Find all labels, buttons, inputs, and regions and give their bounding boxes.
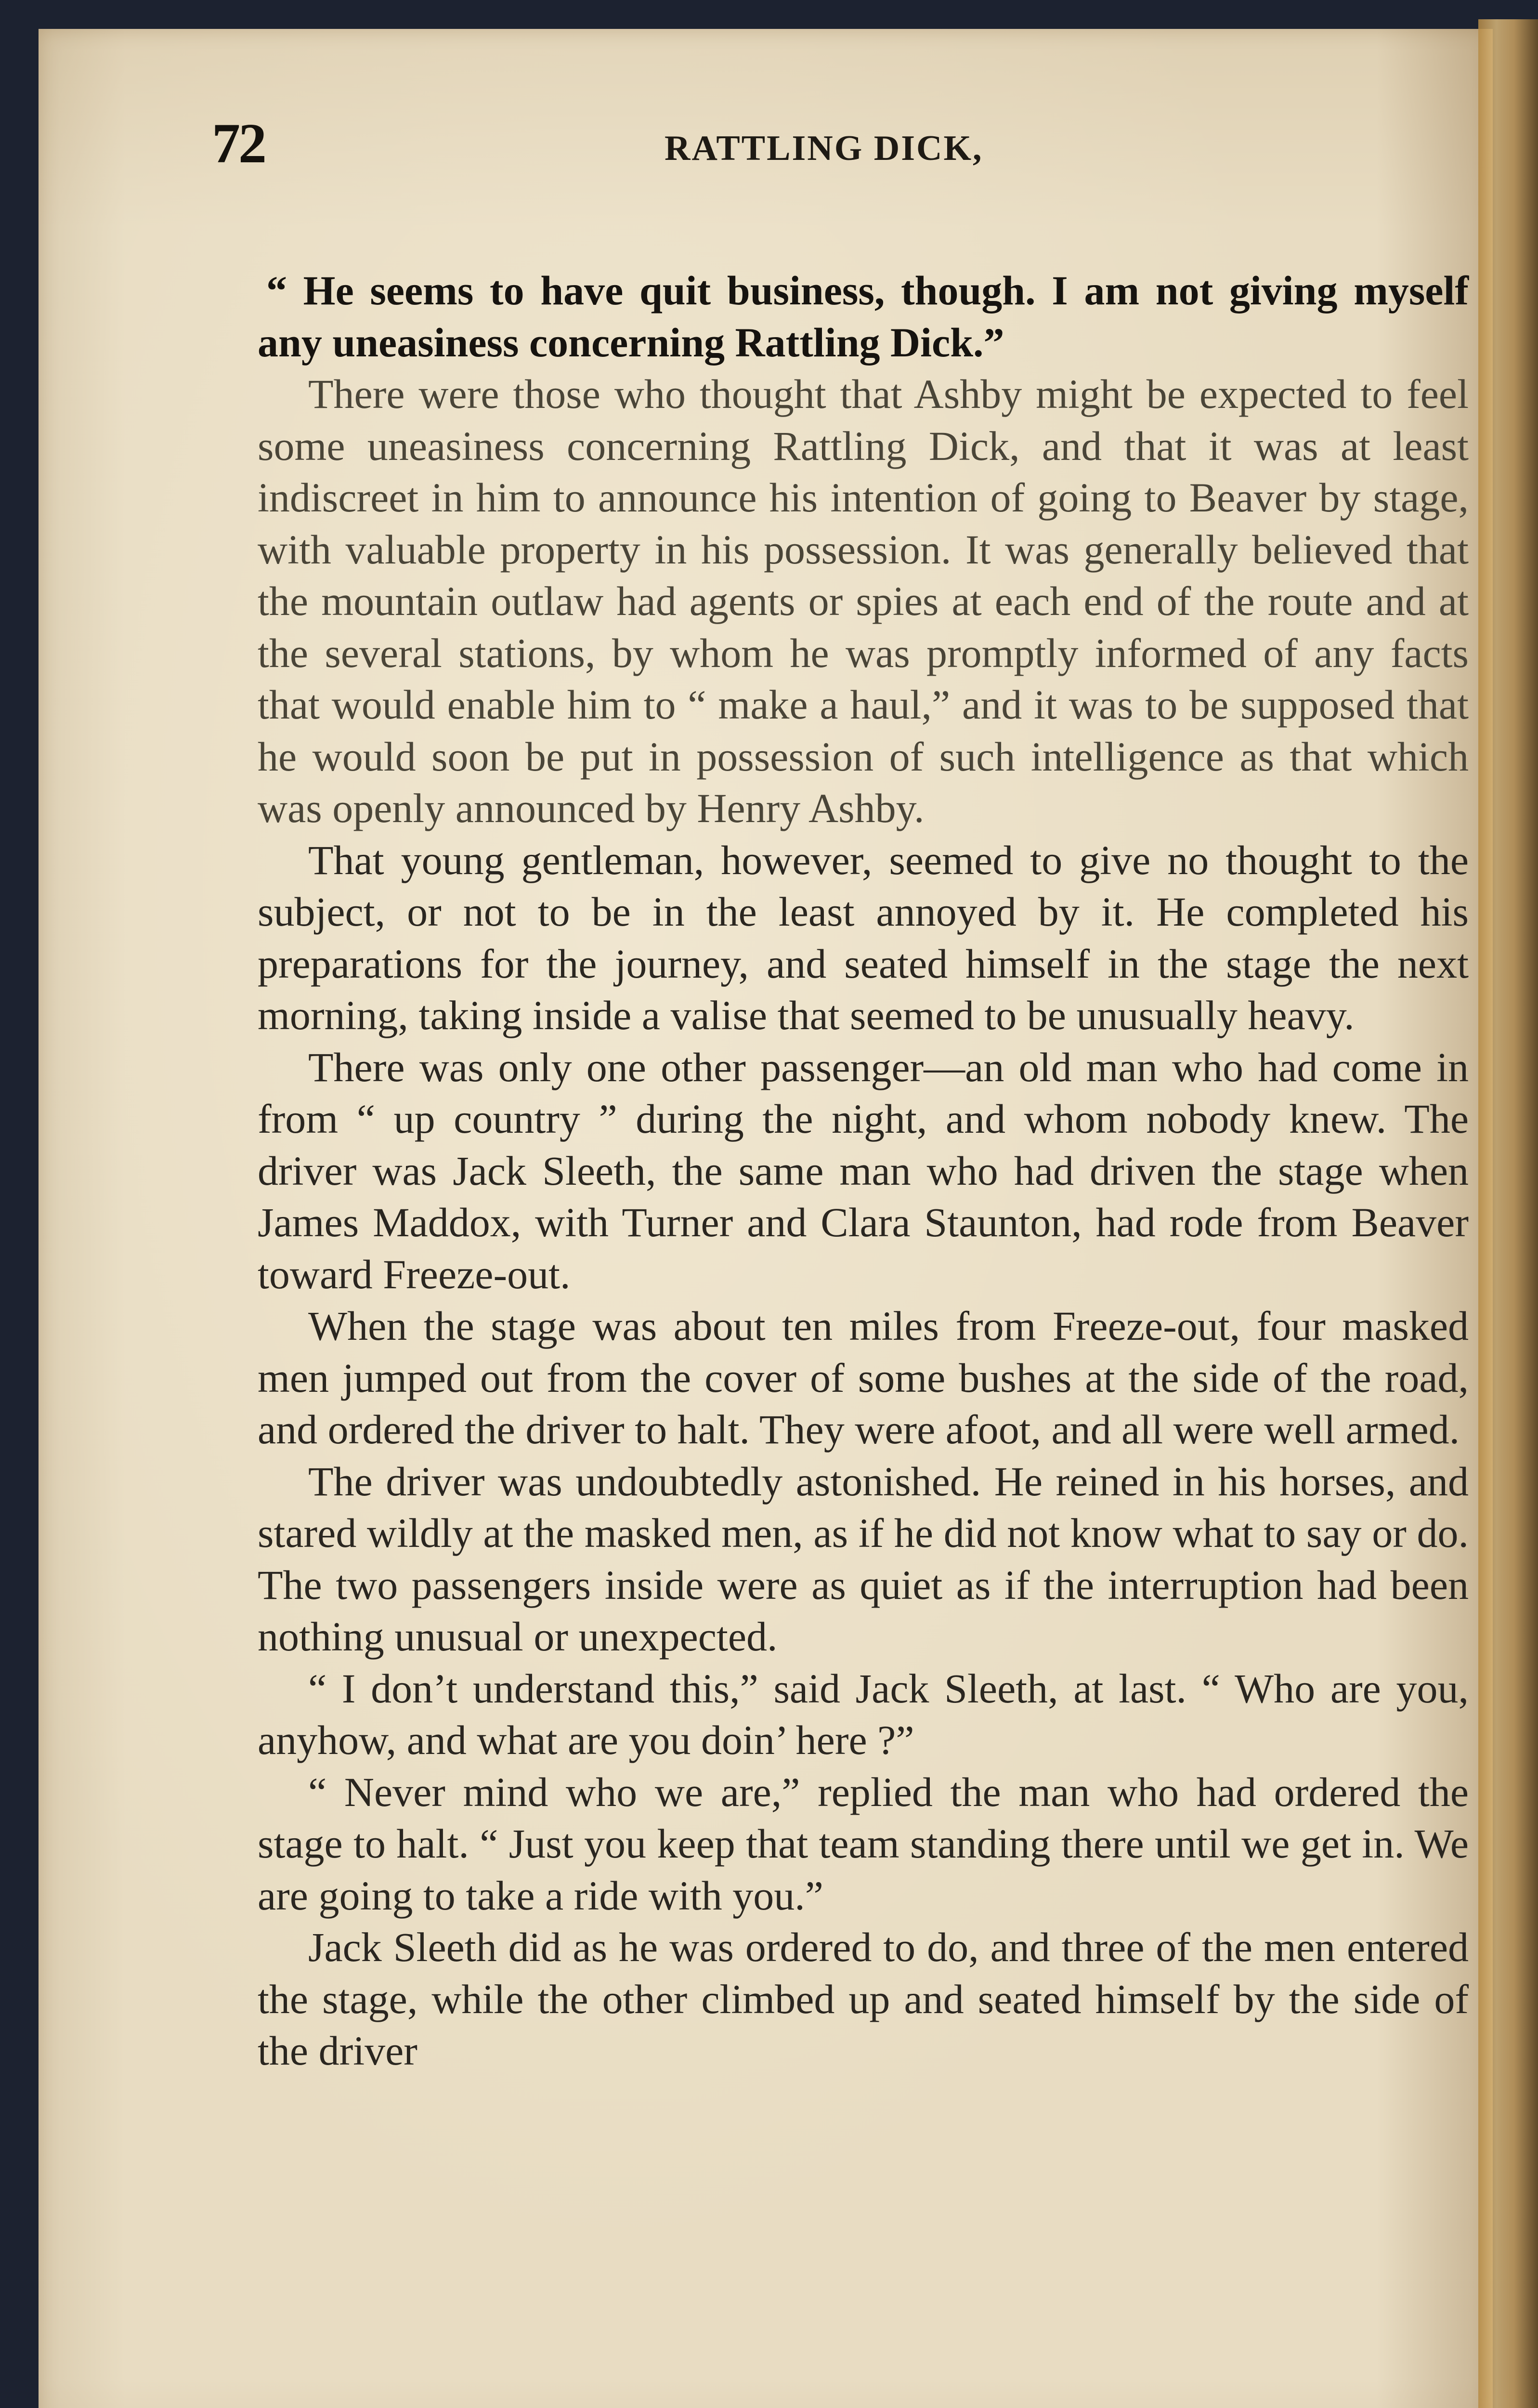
paragraph: There were those who thought that Ashby might be expected to feel some uneasiness concerning Rattling Dick, and that it was at least indiscreet in him to announce his intention of going to Beaver by stage, with valuable property in his possession. It was generally believed that the mountain outlaw had agents or spies at each end of the route and at the several stations, by whom he was promptly informed of any facts that would enable him to “ make a haul,” and it was to be supposed that he would soon be put in possession of such intelligence as that which was openly announced by Henry Ashby.: [258, 371, 1469, 831]
paragraph: “ Never mind who we are,” replied the man who had ordered the stage to halt. “ Just you keep that team standing there until we get in. We are going to take a ride with you.”: [258, 1768, 1469, 1919]
page-edge: [1478, 19, 1538, 2408]
paragraph: Jack Sleeth did as he was ordered to do, and three of the men entered the stage, while the other climbed up and seated himself by the side of the driver: [258, 1924, 1469, 2074]
body-text: [258, 265, 1469, 2077]
paragraph: When the stage was about ten miles from Freeze-out, four masked men jumped out from the cover of some bushes at the side of the road, and ordered the driver to halt. They were afoot, and all were well armed.: [258, 1303, 1469, 1453]
page-number: 72: [212, 112, 265, 175]
paragraph: That young gentleman, however, seemed to give no thought to the subject, or not to be in the least annoyed by it. He completed his preparations for the journey, and seated himself in the stage the next morning, taking inside a valise that seemed to be unusually heavy.: [258, 837, 1469, 1038]
paragraph: The driver was undoubtedly astonished. He reined in his horses, and stared wildly at the masked men, as if he did not know what to say or do. The two passengers inside were as quiet as if the interruption had been nothing unusual or unexpected.: [258, 1458, 1469, 1660]
running-head: RATTLING DICK,: [665, 129, 983, 168]
paragraph: “ I don’t understand this,” said Jack Sleeth, at last. “ Who are you, anyhow, and what are you doin’ here ?”: [258, 1665, 1469, 1763]
paragraph: There was only one other passenger—an old man who had come in from “ up country ” during the night, and whom nobody knew. The driver was Jack Sleeth, the same man who had driven the stage when James Maddox, with Turner and Clara Staunton, had rode from Beaver toward Freeze-out.: [258, 1044, 1469, 1297]
paragraph: “ He seems to have quit business, though. I am not giving myself any uneasiness concerning Rattling Dick.”: [258, 267, 1469, 366]
